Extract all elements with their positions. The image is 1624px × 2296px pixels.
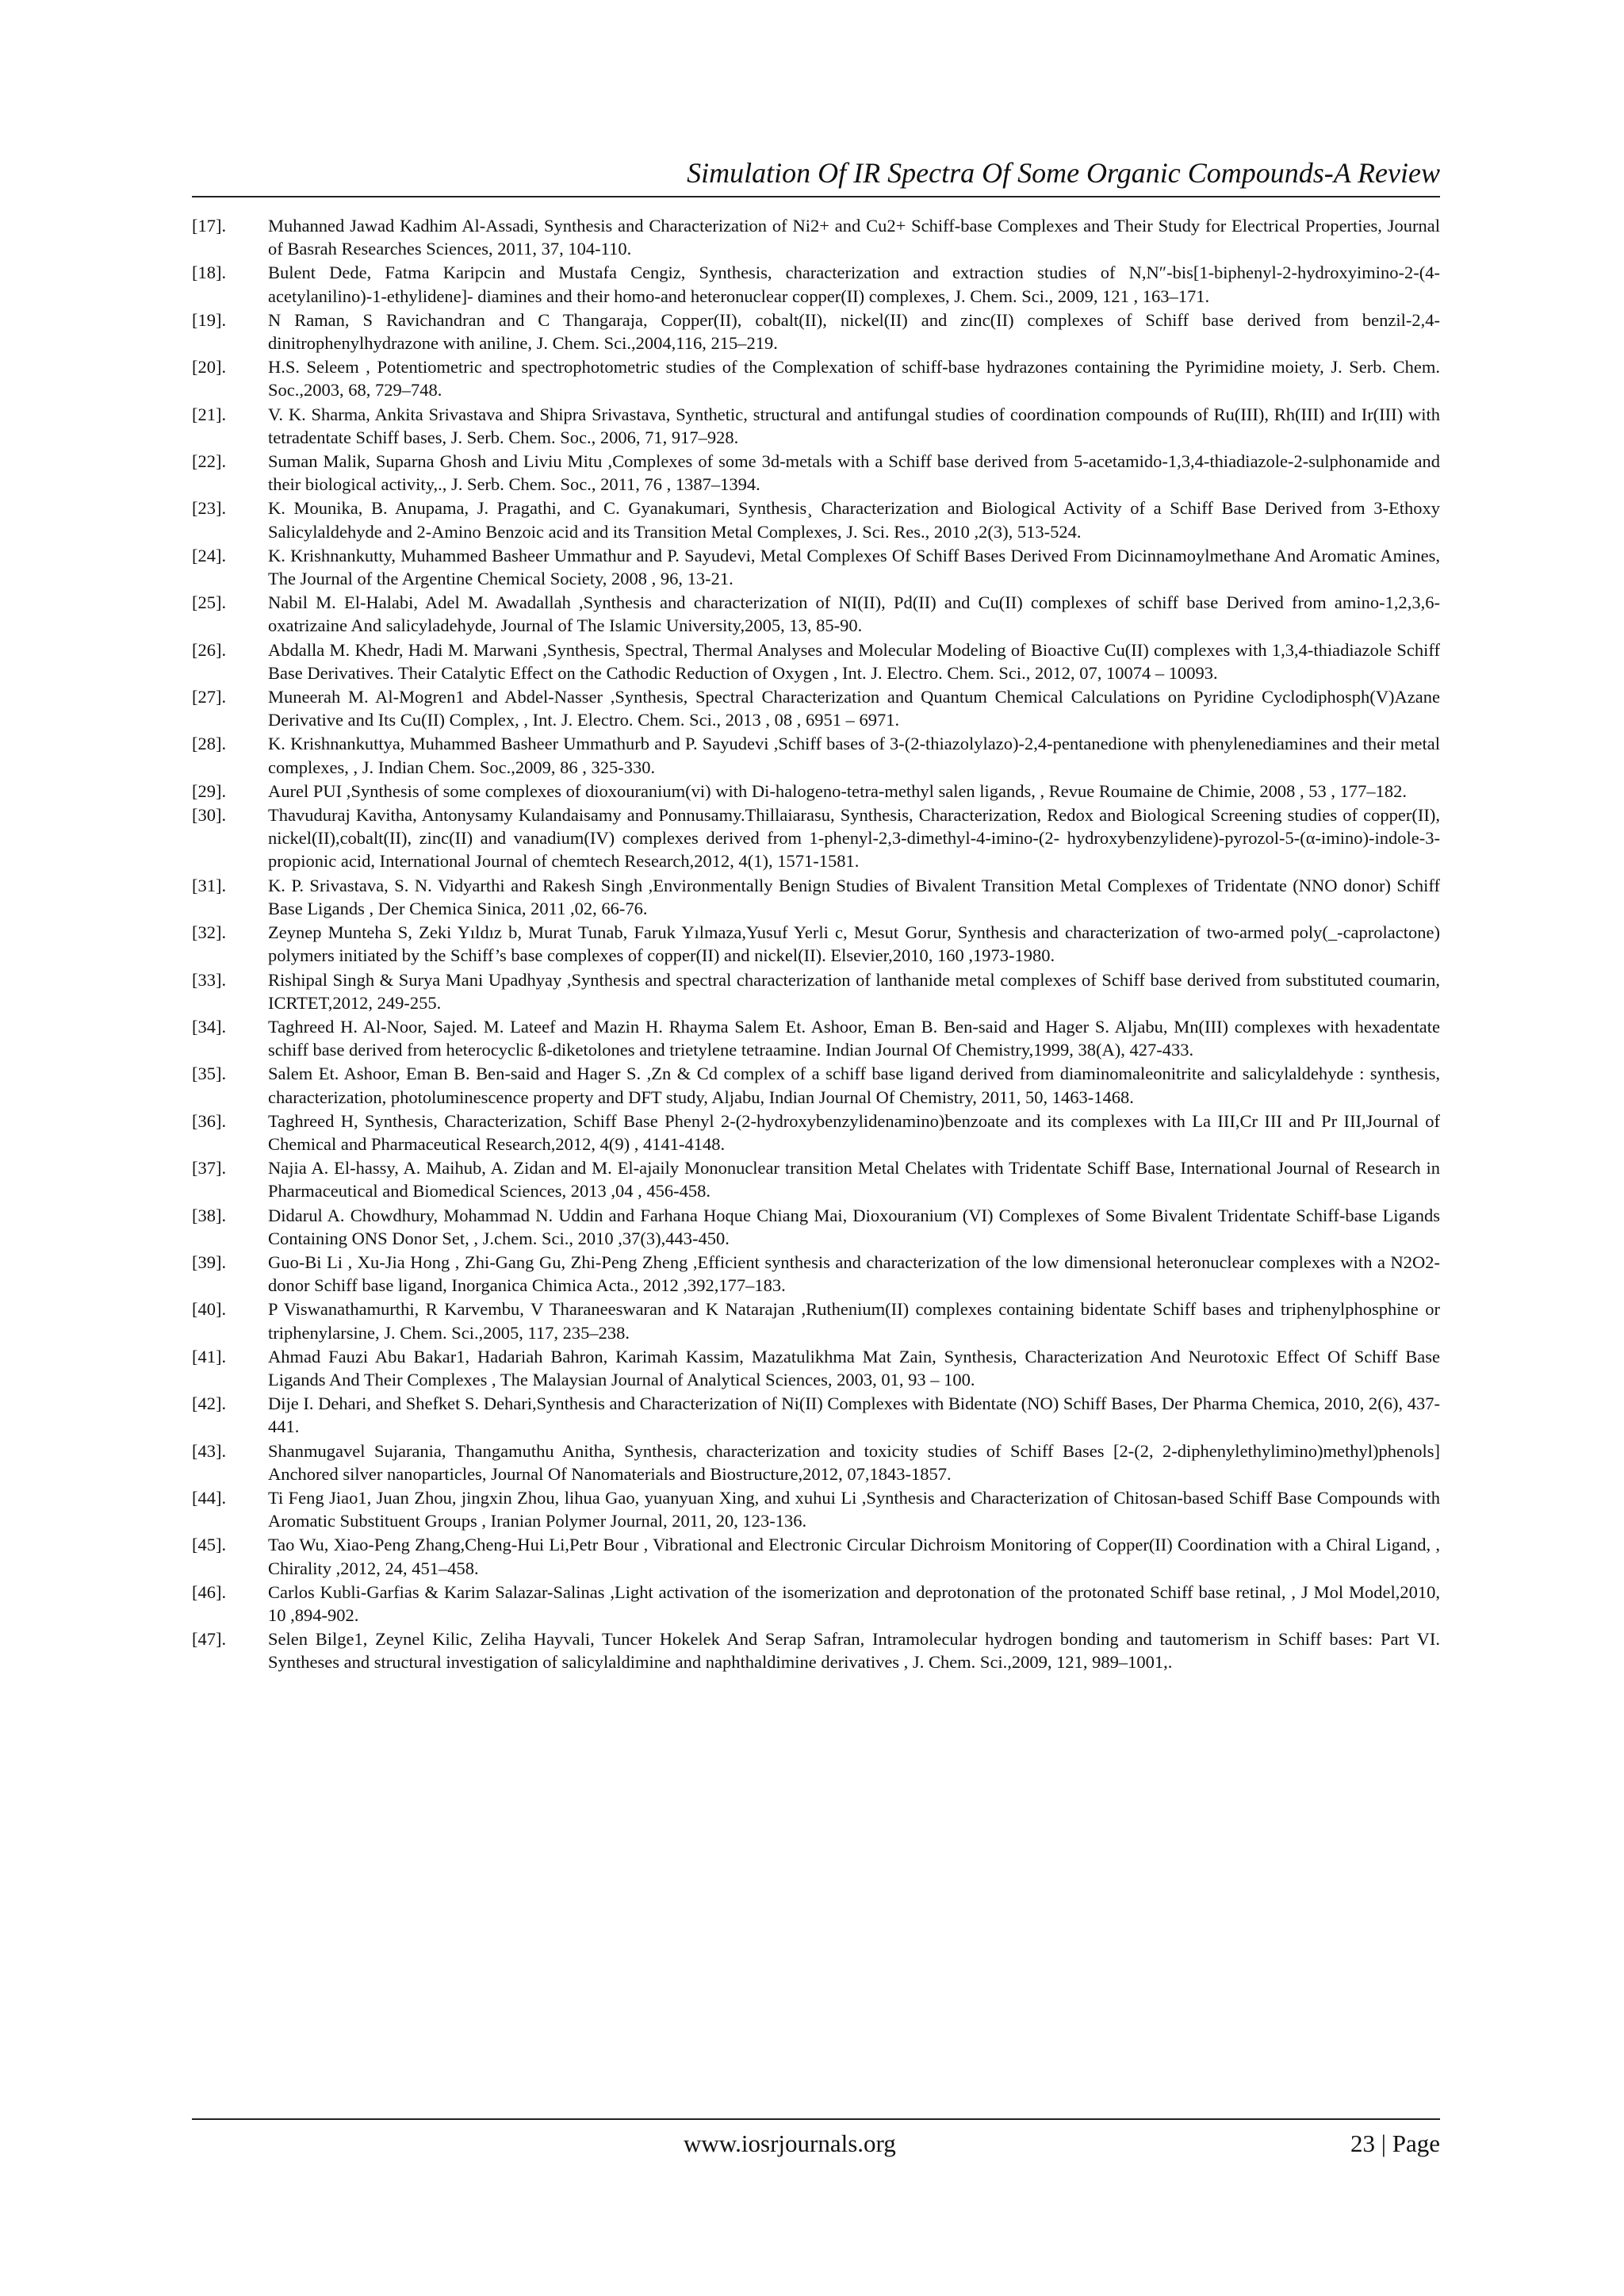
reference-item	[192, 1627, 1440, 1673]
reference-number: [45].	[192, 1535, 227, 1555]
reference-number: [25].	[192, 592, 227, 613]
reference-number: [24].	[192, 545, 227, 565]
reference-number: [31].	[192, 875, 227, 895]
reference-text: Didarul A. Chowdhury, Mohammad N. Uddin and Farhana Hoque Chiang Mai, Dioxouranium (VI) Complexes of Some Bivalent Tridentate Schiff-base Ligands Containing ONS Donor Set, , J.chem. Sci., 2010 ,37(3),443-450.	[268, 1205, 1440, 1248]
reference-text: Guo-Bi Li , Xu-Jia Hong , Zhi-Gang Gu, Zhi-Peng Zheng ,Efficient synthesis and characterization of the low dimensional heteronuclear complexes with a N2O2-donor Schiff base ligand, Inorganica Chimica Acta., 2012 ,392,177–183.	[268, 1251, 1440, 1296]
reference-number: [23].	[192, 498, 227, 519]
reference-text: V. K. Sharma, Ankita Srivastava and Shipra Srivastava, Synthetic, structural and antifungal studies of coordination compounds of Ru(III), Rh(III) and Ir(III) with tetradentate Schiff bases, J. Serb. Chem. Soc., 2006, 71, 917–928.	[268, 404, 1440, 447]
reference-text: Nabil M. El-Halabi, Adel M. Awadallah ,Synthesis and characterization of NI(II), Pd(II) and Cu(II) complexes of schiff base Derived from amino-1,2,3,6-oxatrizaine And salicyladehyde, Journal of The Islamic University,2005, 13, 85-90.	[268, 592, 1440, 636]
reference-text: Rishipal Singh & Surya Mani Upadhyay ,Synthesis and spectral characterization of lanthanide metal complexes of Schiff base derived from substituted coumarin, ICRTET,2012, 249-255.	[268, 969, 1440, 1013]
reference-text: Carlos Kubli-Garfias & Karim Salazar-Salinas ,Light activation of the isomerization and deprotonation of the protonated Schiff base retinal, , J Mol Model,2010, 10 ,894-902.	[268, 1581, 1440, 1625]
reference-number: [29].	[192, 780, 227, 801]
reference-item	[192, 450, 1440, 496]
reference-item	[192, 1439, 1440, 1485]
reference-item	[192, 1392, 1440, 1438]
reference-text: Bulent Dede, Fatma Karipcin and Mustafa Cengiz, Synthesis, characterization and extraction studies of N,N″-bis[1-biphenyl-2-hydroxyimino-2-(4-acetylanilino)-1-ethylidene]- diamines and their homo-and heteronuclear copper(II) complexes, J. Chem. Sci., 2009, 121 , 163–171.	[268, 263, 1440, 306]
reference-item	[192, 591, 1440, 637]
reference-text: Taghreed H. Al-Noor, Sajed. M. Lateef and Mazin H. Rhayma Salem Et. Ashoor, Eman B. Ben-said and Hager S. Aljabu, Mn(III) complexes with hexadentate schiff base derived from heterocyclic ß-diketolones and trietylene tetraamine. Indian Journal Of Chemistry,1999, 38(A), 427-433.	[268, 1016, 1440, 1060]
reference-text: K. Krishnankuttya, Muhammed Basheer Ummathurb and P. Sayudevi ,Schiff bases of 3-(2-thiazolylazo)-2,4-pentanedione with phenylenediamines and their metal complexes, , J. Indian Chem. Soc.,2009, 86 , 325-330.	[268, 734, 1440, 777]
reference-text: Suman Malik, Suparna Ghosh and Liviu Mitu ,Complexes of some 3d-metals with a Schiff base derived from 5-acetamido-1,3,4-thiadiazole-2-sulphonamide and their biological activity,., J. Serb. Chem. Soc., 2011, 76 , 1387–1394.	[268, 451, 1440, 495]
reference-text: Salem Et. Ashoor, Eman B. Ben-said and Hager S. ,Zn & Cd complex of a schiff base ligand derived from diaminomaleonitrite and salicylaldehyde : synthesis, characterization, photoluminescence property and DFT study, Aljabu, Indian Journal Of Chemistry, 2011, 50, 1463-1468.	[268, 1064, 1440, 1107]
reference-number: [36].	[192, 1110, 227, 1131]
reference-item	[192, 1110, 1440, 1156]
reference-item	[192, 1345, 1440, 1391]
reference-item	[192, 496, 1440, 542]
reference-item	[192, 544, 1440, 590]
reference-text: Dije I. Dehari, and Shefket S. Dehari,Synthesis and Characterization of Ni(II) Complexes with Bidentate (NO) Schiff Bases, Der Pharma Chemica, 2010, 2(6), 437-441.	[268, 1393, 1440, 1437]
reference-number: [43].	[192, 1440, 227, 1461]
reference-number: [32].	[192, 922, 227, 943]
reference-text: K. Mounika, B. Anupama, J. Pragathi, and C. Gyanakumari, Synthesis¸ Characterization and Biological Activity of a Schiff Base Derived from 3-Ethoxy Salicylaldehyde and 2-Amino Benzoic acid and its Transition Metal Complexes, J. Sci. Res., 2010 ,2(3), 513-524.	[268, 498, 1440, 542]
reference-number: [38].	[192, 1205, 227, 1225]
reference-item	[192, 1486, 1440, 1532]
page-number: 23 | Page	[1350, 2129, 1440, 2157]
running-title: Simulation Of IR Spectra Of Some Organic Compounds-A Review	[687, 157, 1440, 189]
reference-item	[192, 1251, 1440, 1297]
reference-number: [20].	[192, 357, 227, 378]
reference-text: Tao Wu, Xiao-Peng Zhang,Cheng-Hui Li,Petr Bour , Vibrational and Electronic Circular Dichroism Monitoring of Copper(II) Coordination with a Chiral Ligand, , Chirality ,2012, 24, 451–458.	[268, 1535, 1440, 1578]
reference-item	[192, 214, 1440, 260]
reference-item	[192, 921, 1440, 967]
reference-number: [33].	[192, 969, 227, 990]
reference-text: Muneerah M. Al-Mogren1 and Abdel-Nasser ,Synthesis, Spectral Characterization and Quantum Chemical Calculations on Pyridine Cyclodiphosph(V)Azane Derivative and Its Cu(II) Complex, , Int. J. Electro. Chem. Sci., 2013 , 08 , 6951 – 6971.	[268, 687, 1440, 730]
reference-number: [40].	[192, 1299, 227, 1320]
reference-text: K. Krishnankutty, Muhammed Basheer Ummathur and P. Sayudevi, Metal Complexes Of Schiff Bases Derived From Dicinnamoylmethane And Aromatic Amines, The Journal of the Argentine Chemical Society, 2008 , 96, 13-21.	[268, 545, 1440, 589]
reference-item	[192, 1204, 1440, 1250]
reference-item	[192, 309, 1440, 355]
reference-item	[192, 1533, 1440, 1579]
reference-number: [39].	[192, 1251, 227, 1272]
reference-number: [26].	[192, 639, 227, 660]
reference-text: N Raman, S Ravichandran and C Thangaraja, Copper(II), cobalt(II), nickel(II) and zinc(II) complexes of Schiff base derived from benzil-2,4-dinitrophenylhydrazone with aniline, J. Chem. Sci.,2004,116, 215–219.	[268, 309, 1440, 354]
reference-text: Zeynep Munteha S, Zeki Yıldız b, Murat Tunab, Faruk Yılmaza,Yusuf Yerli c, Mesut Gorur, Synthesis and characterization of two-armed poly(_-caprolactone) polymers initiated by the Schiff’s base complexes of copper(II) and nickel(II). Elsevier,2010, 160 ,1973-1980.	[268, 922, 1440, 966]
reference-number: [37].	[192, 1158, 227, 1179]
reference-text: H.S. Seleem , Potentiometric and spectrophotometric studies of the Complexation of schiff-base hydrazones containing the Pyrimidine moiety, J. Serb. Chem. Soc.,2003, 68, 729–748.	[268, 357, 1440, 401]
journal-website[interactable]: www.iosrjournals.org	[684, 2129, 896, 2157]
reference-item	[192, 803, 1440, 873]
page-header	[192, 147, 1440, 197]
reference-number: [42].	[192, 1393, 227, 1414]
reference-item	[192, 638, 1440, 684]
reference-item	[192, 780, 1440, 803]
reference-number: [41].	[192, 1346, 227, 1366]
reference-number: [35].	[192, 1064, 227, 1084]
page-footer	[192, 2118, 1440, 2168]
reference-number: [30].	[192, 805, 227, 826]
reference-item	[192, 1297, 1440, 1343]
reference-number: [47].	[192, 1629, 227, 1650]
reference-text: Taghreed H, Synthesis, Characterization, Schiff Base Phenyl 2-(2-hydroxybenzylidenamino)benzoate and its complexes with La III,Cr III and Pr III,Journal of Chemical and Pharmaceutical Research,2012, 4(9) , 4141-4148.	[268, 1110, 1440, 1154]
reference-number: [19].	[192, 309, 227, 330]
reference-text: Selen Bilge1, Zeynel Kilic, Zeliha Hayvali, Tuncer Hokelek And Serap Safran, Intramolecular hydrogen bonding and tautomerism in Schiff bases: Part VI. Syntheses and structural investigation of salicylaldimine and naphthaldimine derivatives , J. Chem. Sci.,2009, 121, 989–1001,.	[268, 1629, 1440, 1673]
reference-text: Ahmad Fauzi Abu Bakar1, Hadariah Bahron, Karimah Kassim, Mazatulikhma Mat Zain, Synthesis, Characterization And Neurotoxic Effect Of Schiff Base Ligands And Their Complexes , The Malaysian Journal of Analytical Sciences, 2003, 01, 93 – 100.	[268, 1346, 1440, 1389]
reference-text: Najia A. El-hassy, A. Maihub, A. Zidan and M. El-ajaily Mononuclear transition Metal Chelates with Tridentate Schiff Base, International Journal of Research in Pharmaceutical and Biomedical Sciences, 2013 ,04 , 456-458.	[268, 1158, 1440, 1202]
reference-list	[192, 214, 1440, 1675]
reference-number: [17].	[192, 216, 227, 236]
reference-number: [22].	[192, 451, 227, 472]
reference-item	[192, 1015, 1440, 1061]
reference-item	[192, 1581, 1440, 1627]
reference-text: Shanmugavel Sujarania, Thangamuthu Anitha, Synthesis, characterization and toxicity studies of Schiff Bases [2-(2, 2-diphenylethylimino)methyl)phenols] Anchored silver nanoparticles, Journal Of Nanomaterials and Biostructure,2012, 07,1843-1857.	[268, 1440, 1440, 1484]
reference-item	[192, 355, 1440, 401]
reference-text: Ti Feng Jiao1, Juan Zhou, jingxin Zhou, lihua Gao, yuanyuan Xing, and xuhui Li ,Synthesis and Characterization of Chitosan-based Schiff Base Compounds with Aromatic Substituent Groups , Iranian Polymer Journal, 2011, 20, 123-136.	[268, 1487, 1440, 1531]
reference-number: [21].	[192, 404, 227, 424]
reference-number: [27].	[192, 687, 227, 707]
reference-number: [34].	[192, 1016, 227, 1037]
reference-number: [44].	[192, 1487, 227, 1508]
reference-item	[192, 403, 1440, 449]
reference-number: [46].	[192, 1581, 227, 1602]
reference-item	[192, 968, 1440, 1014]
reference-number: [28].	[192, 734, 227, 754]
reference-item	[192, 261, 1440, 307]
reference-text: P Viswanathamurthi, R Karvembu, V Tharaneeswaran and K Natarajan ,Ruthenium(II) complexes containing bidentate Schiff bases and triphenylphosphine or triphenylarsine, J. Chem. Sci.,2005, 117, 235–238.	[268, 1299, 1440, 1343]
reference-text: Aurel PUI ,Synthesis of some complexes of dioxouranium(vi) with Di-halogeno-tetra-methyl salen ligands, , Revue Roumaine de Chimie, 2008 , 53 , 177–182.	[268, 780, 1408, 801]
reference-item	[192, 732, 1440, 778]
reference-number: [18].	[192, 263, 227, 283]
reference-item	[192, 1062, 1440, 1108]
reference-item	[192, 1156, 1440, 1202]
reference-text: K. P. Srivastava, S. N. Vidyarthi and Rakesh Singh ,Environmentally Benign Studies of Bivalent Transition Metal Complexes of Tridentate (NNO donor) Schiff Base Ligands , Der Chemica Sinica, 2011 ,02, 66-76.	[268, 875, 1440, 918]
reference-item	[192, 685, 1440, 731]
reference-text: Abdalla M. Khedr, Hadi M. Marwani ,Synthesis, Spectral, Thermal Analyses and Molecular Modeling of Bioactive Cu(II) complexes with 1,3,4-thiadiazole Schiff Base Derivatives. Their Catalytic Effect on the Cathodic Reduction of Oxygen , Int. J. Electro. Chem. Sci., 2012, 07, 10074 – 10093.	[268, 639, 1440, 683]
reference-text: Muhanned Jawad Kadhim Al-Assadi, Synthesis and Characterization of Ni2+ and Cu2+ Schiff-base Complexes and Their Study for Electrical Properties, Journal of Basrah Researches Sciences, 2011, 37, 104-110.	[268, 216, 1440, 259]
reference-item	[192, 874, 1440, 920]
reference-text: Thavuduraj Kavitha, Antonysamy Kulandaisamy and Ponnusamy.Thillaiarasu, Synthesis, Characterization, Redox and Biological Screening studies of copper(II), nickel(II),cobalt(II), zinc(II) and vanadium(IV) complexes derived from 1-phenyl-2,3-dimethyl-4-imino-(2- hydroxybenzylidene)-pyrozol-5-(α-imino)-indole-3- propionic acid, International Journal of chemtech Research,2012, 4(1), 1571-1581.	[268, 805, 1440, 872]
